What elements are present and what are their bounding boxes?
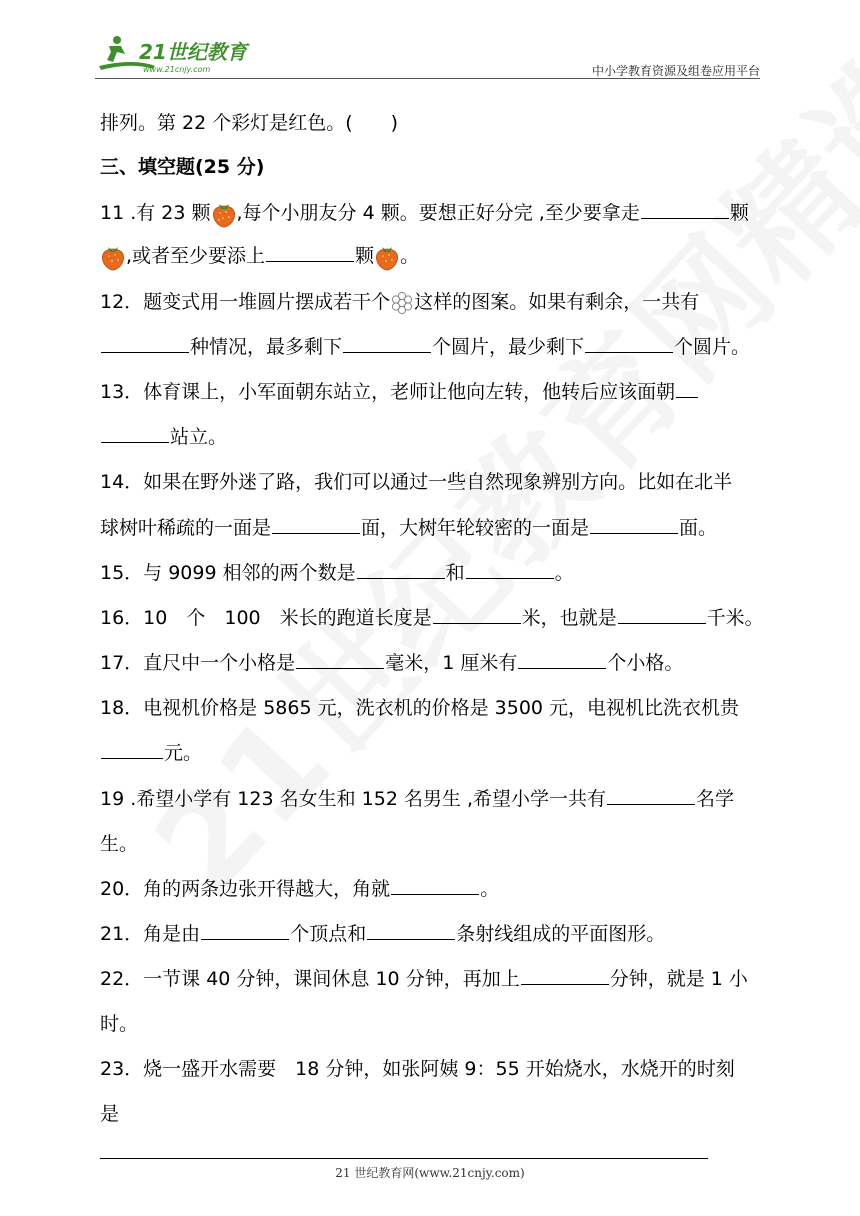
logo-text: 21世纪教育: [139, 40, 247, 64]
q12-text: 种情况，最多剩下: [190, 336, 343, 358]
q16-text: 16．10 个 100 米长的跑道长度是: [100, 607, 432, 629]
q15-text: 15．与 9099 相邻的两个数是: [100, 562, 356, 584]
q21-text: 21．角是由: [100, 923, 201, 945]
q11-text: ,每个小朋友分 4 颗。要想正好分完 ,至少要拿走: [236, 202, 640, 224]
answer-blank[interactable]: [272, 513, 360, 534]
question-23: [100, 1054, 735, 1084]
q11-text: 颗: [729, 202, 749, 224]
question-13: [100, 377, 699, 407]
strawberry-icon: [374, 243, 400, 271]
question-14: [100, 467, 732, 497]
question-19-cont: [100, 829, 138, 859]
answer-blank[interactable]: [266, 241, 354, 262]
q12-text: 个圆片，最少剩下: [432, 336, 585, 358]
q22-text: 分钟，就是 1 小: [609, 968, 748, 990]
answer-blank[interactable]: [641, 198, 729, 219]
question-16: [100, 603, 764, 633]
question-14-cont: [100, 513, 717, 543]
line-text: 排列。第 22 个彩灯是红色。( ): [100, 112, 399, 134]
answer-blank[interactable]: [676, 377, 698, 398]
page-footer: 21 世纪教育网(www.21cnjy.com): [335, 1166, 525, 1180]
text-line: [100, 108, 398, 138]
q22-text: 22．一节课 40 分钟，课间休息 10 分钟，再加上: [100, 968, 520, 990]
answer-blank[interactable]: [101, 332, 189, 353]
q19-text: 生。: [100, 833, 139, 855]
question-11: [100, 198, 749, 228]
header-slogan: 中小学教育资源及组卷应用平台: [591, 64, 760, 78]
q23-text: 23．烧一盛开水需要 18 分钟，如张阿姨 9：55 开始烧水，水烧开的时刻: [100, 1058, 735, 1080]
q20-text: 20．角的两条边张开得越大，角就: [100, 878, 391, 900]
question-11-cont: [100, 241, 419, 271]
q15-text: 。: [554, 562, 574, 584]
answer-blank[interactable]: [391, 874, 479, 895]
q12-text: 这样的图案。如果有剩余，一共有: [414, 291, 700, 313]
answer-blank[interactable]: [521, 964, 609, 985]
question-13-cont: [100, 422, 227, 452]
q18-text: 元。: [164, 742, 203, 764]
question-22: [100, 964, 748, 994]
answer-blank[interactable]: [466, 558, 554, 579]
question-17: [100, 648, 683, 678]
question-18-cont: [100, 738, 202, 768]
q16-text: 米，也就是: [521, 607, 617, 629]
site-logo: [95, 32, 265, 76]
page-header: [95, 32, 760, 78]
answer-blank[interactable]: [296, 648, 384, 669]
question-22-cont: [100, 1009, 138, 1039]
q21-text: 条射线组成的平面图形。: [456, 923, 666, 945]
q14-text: 面。: [679, 517, 718, 539]
q14-text: 面，大树年轮较密的一面是: [361, 517, 590, 539]
question-12: [100, 287, 699, 317]
footer-divider: [100, 1158, 708, 1159]
q11-text: 。: [400, 245, 420, 267]
answer-blank[interactable]: [618, 603, 706, 624]
section-title-text: 三、填空题(25 分): [100, 156, 265, 178]
q13-text: 13．体育课上，小军面朝东站立，老师让他向左转，他转后应该面朝: [100, 381, 676, 403]
strawberry-icon: [211, 200, 237, 228]
q11-text: 11 .有 23 颗: [100, 202, 211, 224]
logo-url: www.21cnjy.com: [143, 65, 211, 74]
q19-text: 名学: [696, 788, 735, 810]
answer-blank[interactable]: [101, 422, 169, 443]
question-12-cont: [100, 332, 750, 362]
q11-text: ,或者至少要添上: [126, 245, 266, 267]
question-20: [100, 874, 499, 904]
answer-blank[interactable]: [357, 558, 445, 579]
question-18: [100, 693, 739, 723]
question-21: [100, 919, 665, 949]
answer-blank[interactable]: [585, 332, 673, 353]
strawberry-icon: [100, 243, 126, 271]
question-15: [100, 558, 574, 588]
q22-text: 时。: [100, 1013, 139, 1035]
answer-blank[interactable]: [433, 603, 521, 624]
q17-text: 毫米，1 厘米有: [385, 652, 518, 674]
q19-text: 19 .希望小学有 123 名女生和 152 名男生 ,希望小学一共有: [100, 788, 607, 810]
flower-pattern-icon: [390, 291, 414, 315]
q15-text: 和: [445, 562, 465, 584]
answer-blank[interactable]: [101, 738, 163, 759]
q18-text: 18．电视机价格是 5865 元，洗衣机的价格是 3500 元，电视机比洗衣机贵: [100, 697, 740, 719]
answer-blank[interactable]: [607, 784, 695, 805]
q23-text: 是: [100, 1103, 120, 1125]
answer-blank[interactable]: [590, 513, 678, 534]
q12-text: 12．题变式用一堆圆片摆成若干个: [100, 291, 391, 313]
q17-text: 个小格。: [607, 652, 684, 674]
header-divider: [95, 78, 760, 79]
q14-text: 球树叶稀疏的一面是: [100, 517, 272, 539]
answer-blank[interactable]: [343, 332, 431, 353]
q16-text: 千米。: [706, 607, 764, 629]
answer-blank[interactable]: [201, 919, 289, 940]
q14-text: 14．如果在野外迷了路，我们可以通过一些自然现象辨别方向。比如在北半: [100, 471, 733, 493]
q17-text: 17．直尺中一个小格是: [100, 652, 296, 674]
answer-blank[interactable]: [518, 648, 606, 669]
q11-text: 颗: [355, 245, 375, 267]
q20-text: 。: [480, 878, 500, 900]
q12-text: 个圆片。: [674, 336, 751, 358]
question-23-cont: [100, 1099, 119, 1129]
section-title: [100, 152, 264, 182]
q13-text: 站立。: [170, 426, 228, 448]
answer-blank[interactable]: [367, 919, 455, 940]
q21-text: 个顶点和: [290, 923, 367, 945]
question-19: [100, 784, 734, 814]
